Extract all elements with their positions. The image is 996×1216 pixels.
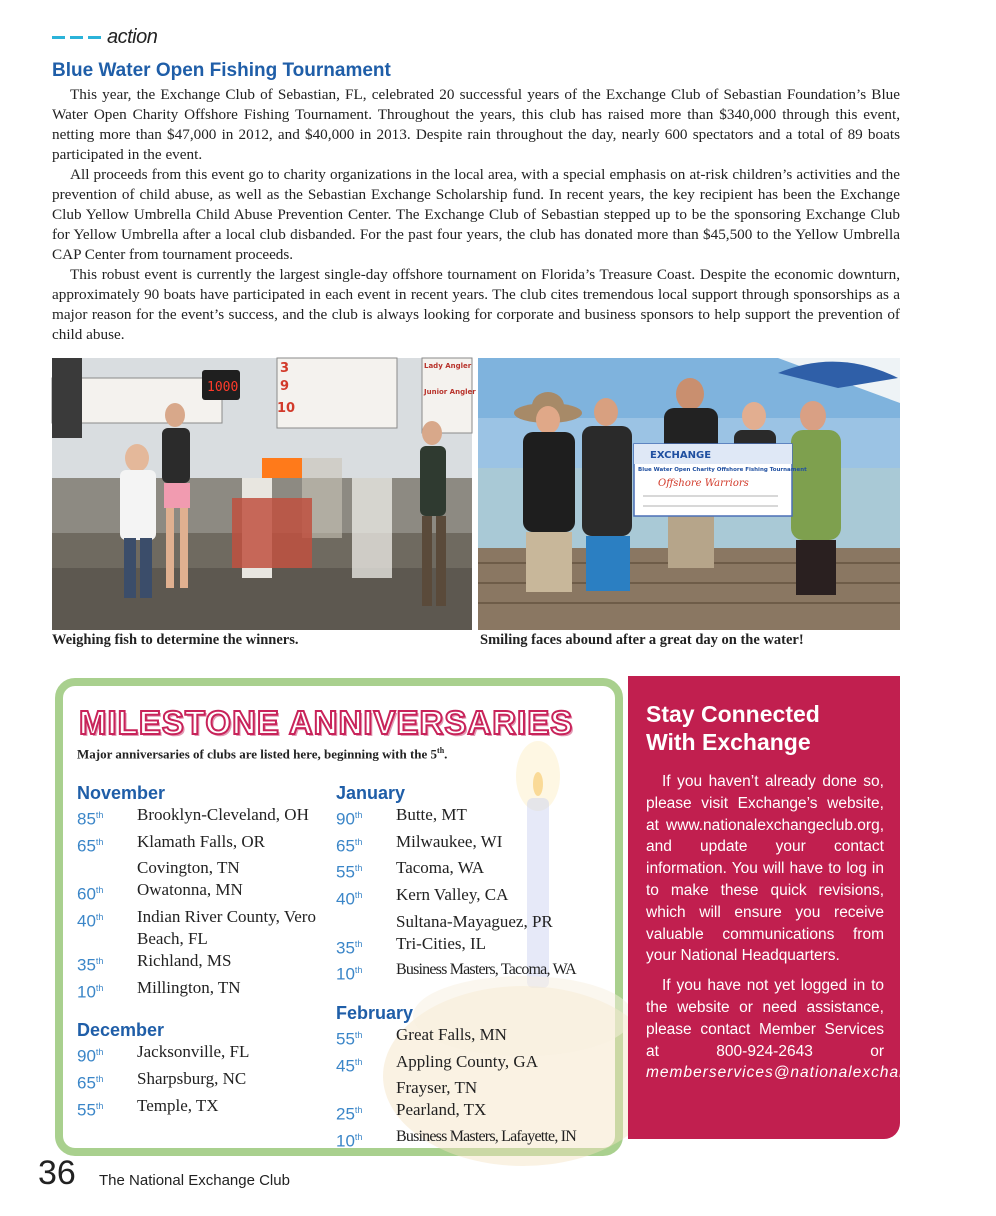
anniversary-number: 85	[77, 809, 96, 829]
article-paragraph: All proceeds from this event go to charity organizations in the local area, with a special emphasis on at-risk children’s activities and the prevention of child abuse, as well as the Sebastian Exchange Scholarship fund. In recent years, the key recipient has been the Exchange Club Yellow Umbrella Child Abuse Prevention Center. The Exchange Club of Sebastian stepped up to be the sponsoring Exchange Club for Yellow Umbrella after a local club disbanded. For the past four years, the club has donated more than $45,500 to the Yellow Umbrella CAP Center from tournament proceeds.	[52, 166, 900, 263]
club-name: Business Masters, Lafayette, IN	[396, 1127, 577, 1145]
anniversary-ordinal: th	[354, 1056, 363, 1067]
month-name: December	[77, 1020, 165, 1041]
sign-junior-angler: Junior Angler	[424, 388, 476, 396]
anniversary-number: 10	[336, 964, 355, 984]
anniversary-number: 65	[336, 836, 355, 856]
check-event: Blue Water Open Charity Offshore Fishing Tournament	[638, 467, 807, 473]
section-tag	[52, 26, 157, 49]
club-name: Indian River County, Vero Beach, FL	[137, 906, 316, 948]
club-name: Frayser, TN	[396, 1078, 478, 1098]
club-name: Butte, MT	[396, 805, 467, 824]
anniversary-years	[336, 831, 396, 858]
anniversary-ordinal: th	[354, 889, 363, 900]
stay-connected-paragraph: If you haven’t already done so, please visit Exchange’s website, at www.nationalexchangeclub.org, and update your contact information. You will have to log in to make these quick revisions, which will ensure you receive valuable communications from your National Headquarters.	[646, 773, 884, 965]
anniversary-number: 55	[336, 1029, 355, 1049]
article-title: Blue Water Open Fishing Tournament	[52, 60, 391, 81]
anniversary-number: 60	[77, 884, 96, 904]
club-name: Owatonna, MN	[137, 880, 243, 900]
milestone-subtitle-sup: th	[437, 746, 445, 755]
article-paragraph: This robust event is currently the largest single-day offshore tournament on Florida’s Treasure Coast. Despite the economic downturn, approximately 90 boats have participated in each event in recent years. The club cites tremendous local support through sponsorships as a major reason for the event’s success, and the club is always looking for corporate and business sponsors to help support the prevention of child abuse.	[52, 266, 900, 343]
club-name: Kern Valley, CA	[396, 884, 509, 904]
anniversary-number: 65	[77, 836, 96, 856]
anniversary-ordinal: th	[95, 885, 104, 896]
section-dashes	[52, 36, 101, 39]
board-number: 3	[280, 361, 290, 376]
photo-caption-right: Smiling faces abound after a great day on the water!	[480, 632, 804, 648]
anniversary-years	[336, 933, 396, 960]
anniversary-years	[77, 906, 137, 950]
club-name: Business Masters, Tacoma, WA	[396, 961, 576, 979]
anniversary-number: 55	[77, 1100, 96, 1120]
anniversary-years	[336, 1126, 396, 1153]
anniversary-years	[336, 1051, 396, 1078]
anniversary-entry	[77, 1095, 317, 1122]
stay-connected-paragraph	[646, 975, 996, 1084]
anniversary-entry	[336, 1024, 606, 1051]
month-block	[336, 1002, 606, 1153]
club-name: Milwaukee, WI	[396, 831, 503, 851]
anniversary-years	[77, 831, 137, 858]
club-name: Great Falls, MN	[396, 1024, 507, 1044]
stay-connected-box	[628, 676, 996, 1139]
anniversary-entry	[336, 884, 606, 911]
anniversary-entry	[77, 1041, 317, 1068]
club-name: Tacoma, WA	[396, 858, 485, 878]
anniversary-years	[336, 884, 396, 911]
month-block	[77, 1019, 317, 1121]
month-name: February	[336, 1002, 414, 1023]
section-label: action	[107, 26, 158, 48]
scale-display: 1000	[207, 380, 239, 395]
anniversary-ordinal: th	[354, 1105, 363, 1116]
photo-caption-left: Weighing fish to determine the winners.	[52, 632, 299, 648]
anniversary-ordinal: th	[95, 955, 104, 966]
anniversary-years	[336, 857, 396, 884]
anniversary-years	[336, 1024, 396, 1051]
month-block	[77, 782, 317, 1003]
club-name: Sharpsburg, NC	[137, 1068, 247, 1088]
anniversary-entry	[77, 950, 317, 977]
anniversary-number: 40	[77, 911, 96, 931]
milestone-anniversaries-box	[55, 678, 623, 1156]
anniversary-ordinal: th	[354, 1131, 363, 1142]
stay-connected-title-line1: Stay Connected	[646, 701, 820, 727]
club-name: Brooklyn-Cleveland, OH	[137, 805, 309, 824]
anniversary-ordinal: th	[354, 965, 363, 976]
club-name: Tri-Cities, IL	[396, 933, 487, 953]
stay-connected-title-line2: With Exchange	[646, 729, 811, 755]
anniversary-ordinal: th	[95, 836, 104, 847]
club-name: Klamath Falls, OR	[137, 831, 265, 851]
anniversary-number: 35	[336, 938, 355, 958]
month-name: January	[336, 783, 406, 803]
anniversary-years	[77, 879, 137, 906]
anniversary-number: 10	[77, 982, 96, 1002]
check-scene-illustration	[478, 358, 900, 630]
anniversary-entry	[77, 1068, 317, 1095]
anniversary-years	[336, 959, 396, 986]
anniversary-entry	[336, 804, 606, 831]
board-number: 10	[277, 401, 296, 416]
photo-check-presentation	[478, 358, 900, 630]
anniversary-years	[77, 977, 137, 1004]
article-body	[52, 85, 900, 345]
anniversary-ordinal: th	[95, 1073, 104, 1084]
anniversary-entry	[77, 831, 317, 858]
anniversary-entry	[336, 1077, 606, 1099]
publication-name: The National Exchange Club	[99, 1172, 290, 1189]
month-name: November	[77, 783, 166, 803]
anniversary-entry	[336, 831, 606, 858]
anniversary-years	[77, 1095, 137, 1122]
photo-weighing-fish	[52, 358, 476, 630]
anniversary-entry	[77, 857, 317, 879]
club-name: Appling County, GA	[396, 1051, 538, 1071]
milestone-subtitle-text: Major anniversaries of clubs are listed here, beginning with the 5	[77, 746, 438, 762]
board-number: 9	[280, 379, 290, 394]
anniversary-ordinal: th	[354, 836, 363, 847]
anniversary-number: 35	[77, 955, 96, 975]
club-name: Millington, TN	[137, 977, 241, 997]
club-name: Covington, TN	[137, 858, 240, 878]
anniversary-years	[77, 950, 137, 977]
anniversary-years	[336, 1077, 396, 1099]
anniversary-entry	[77, 804, 317, 831]
anniversary-number: 45	[336, 1056, 355, 1076]
anniversary-entry	[77, 879, 317, 906]
anniversary-number: 65	[77, 1073, 96, 1093]
anniversary-ordinal: th	[354, 810, 363, 820]
anniversary-number: 90	[77, 1046, 96, 1066]
milestone-title: MILESTONE ANNIVERSARIES	[79, 704, 574, 741]
anniversary-number: 10	[336, 1131, 355, 1151]
sign-lady-angler: Lady Angler	[424, 362, 472, 370]
month-block	[336, 782, 606, 986]
club-name: Jacksonville, FL	[137, 1042, 250, 1062]
anniversary-entry	[336, 959, 606, 986]
anniversary-years	[336, 1099, 396, 1126]
page-number: 36	[38, 1154, 76, 1192]
anniversary-ordinal: th	[95, 1047, 104, 1058]
anniversary-entry	[77, 977, 317, 1004]
article-paragraph: This year, the Exchange Club of Sebastian, FL, celebrated 20 successful years of the Exchange Club of Sebastian Foundation’s Blue Water Open Charity Offshore Fishing Tournament. Throughout the years, this club has raised more than $340,000 through this event, netting more than $47,000 in 2012, and $40,000 in 2013. Despite rain throughout the day, nearly 600 spectators and a total of 89 boats participated in the event.	[52, 86, 900, 163]
club-name: Pearland, TX	[396, 1100, 487, 1120]
anniversary-years	[77, 1068, 137, 1095]
club-name: Sultana-Mayaguez, PR	[396, 911, 553, 931]
anniversary-ordinal: th	[95, 1100, 104, 1111]
milestone-subtitle-period: .	[444, 746, 448, 762]
club-name: Richland, MS	[137, 950, 232, 970]
milestone-column-left	[77, 782, 317, 1137]
weighing-scene-illustration	[52, 358, 476, 630]
anniversary-ordinal: th	[354, 863, 363, 874]
milestone-subtitle	[77, 746, 447, 762]
member-services-text: If you have not yet logged in to the website or need assistance, please contact Member Services at 800-924-2643 or	[646, 977, 884, 1060]
anniversary-ordinal: th	[95, 982, 104, 993]
anniversary-entry	[336, 911, 606, 933]
anniversary-number: 55	[336, 862, 355, 882]
anniversary-ordinal: th	[95, 810, 104, 820]
anniversary-number: 90	[336, 809, 355, 829]
anniversary-years	[77, 857, 137, 879]
anniversary-ordinal: th	[354, 938, 363, 949]
anniversary-ordinal: th	[354, 1029, 363, 1040]
club-name: Temple, TX	[137, 1095, 219, 1115]
anniversary-number: 25	[336, 1104, 355, 1124]
anniversary-entry	[336, 1126, 606, 1153]
anniversary-years	[77, 804, 137, 831]
anniversary-entry	[77, 906, 317, 950]
anniversary-entry	[336, 933, 606, 960]
anniversary-years	[336, 911, 396, 933]
anniversary-entry	[336, 1099, 606, 1126]
anniversary-years	[336, 804, 396, 831]
stay-connected-title	[646, 700, 820, 756]
anniversary-entry	[336, 1051, 606, 1078]
member-services-email[interactable]: memberservices@nationalexchangeclub.org.	[646, 1064, 996, 1082]
anniversary-years	[77, 1041, 137, 1068]
anniversary-entry	[336, 857, 606, 884]
anniversary-number: 40	[336, 889, 355, 909]
anniversary-ordinal: th	[95, 911, 104, 922]
check-payee: Offshore Warriors	[658, 478, 749, 489]
milestone-column-right	[336, 782, 606, 1169]
stay-connected-text	[646, 771, 996, 1092]
check-brand: EXCHANGE	[650, 450, 712, 461]
